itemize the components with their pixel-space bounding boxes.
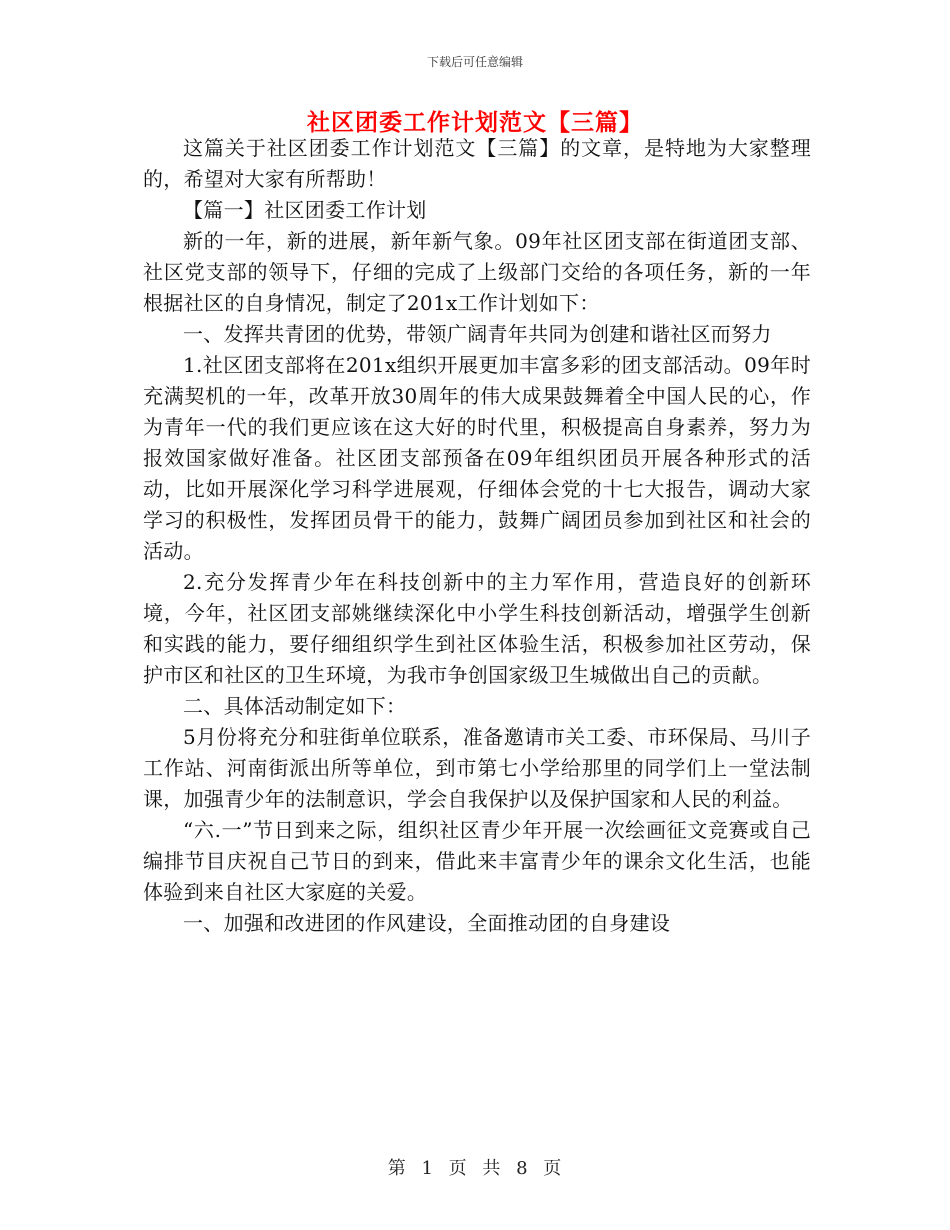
paragraph: 5月份将充分和驻街单位联系，准备邀请市关工委、市环保局、马川子工作站、河南街派出所等单位，到市第七小学给那里的同学们上一堂法制课，加强青少年的法制意识，学会自我保护以及保护国家和人民的利益。 — [143, 725, 811, 811]
section-heading-part-one: 【篇一】社区团委工作计划 — [183, 198, 427, 222]
paragraph: “六.一”节日到来之际，组织社区青少年开展一次绘画征文竞赛或自己编排节目庆祝自己节日的到来，借此来丰富青少年的课余文化生活，也能体验到来自社区大家庭的关爱。 — [143, 818, 811, 904]
section-heading: 一、加强和改进团的作风建设，全面推动团的自身建设 — [183, 911, 671, 935]
paragraph: 新的一年，新的进展，新年新气象。09年社区团支部在街道团支部、社区党支部的领导下，仔细的完成了上级部门交给的各项任务，新的一年根据社区的自身情况，制定了201x工作计划如下： — [143, 229, 811, 315]
header-note: 下载后可任意编辑 — [426, 55, 523, 69]
section-heading: 二、具体活动制定如下： — [183, 694, 407, 718]
page-indicator: 第 1 页 共 8 页 — [387, 1158, 563, 1179]
paragraph-intro: 这篇关于社区团委工作计划范文【三篇】的文章，是特地为大家整理的，希望对大家有所帮助！ — [143, 136, 811, 191]
section-heading: 一、发挥共青团的优势，带领广阔青年共同为创建和谐社区而努力 — [183, 322, 772, 346]
document-body — [143, 133, 811, 939]
document-title: 社区团委工作计划范文【三篇】 — [307, 109, 643, 136]
paragraph: 1.社区团支部将在201x组织开展更加丰富多彩的团支部活动。09年时充满契机的一年，改革开放30周年的伟大成果鼓舞着全中国人民的心，作为青年一代的我们更应该在这大好的时代里，积极提高自身素养，努力为报效国家做好准备。社区团支部预备在09年组织团员开展各种形式的活动，比如开展深化学习科学进展观，仔细体会党的十七大报告，调动大家学习的积极性，发挥团员骨干的能力，鼓舞广阔团员参加到社区和社会的活动。 — [143, 353, 811, 563]
paragraph: 2.充分发挥青少年在科技创新中的主力军作用，营造良好的创新环境，今年，社区团支部姚继续深化中小学生科技创新活动，增强学生创新和实践的能力，要仔细组织学生到社区体验生活，积极参加社区劳动，保护市区和社区的卫生环境，为我市争创国家级卫生城做出自己的贡献。 — [143, 570, 811, 687]
